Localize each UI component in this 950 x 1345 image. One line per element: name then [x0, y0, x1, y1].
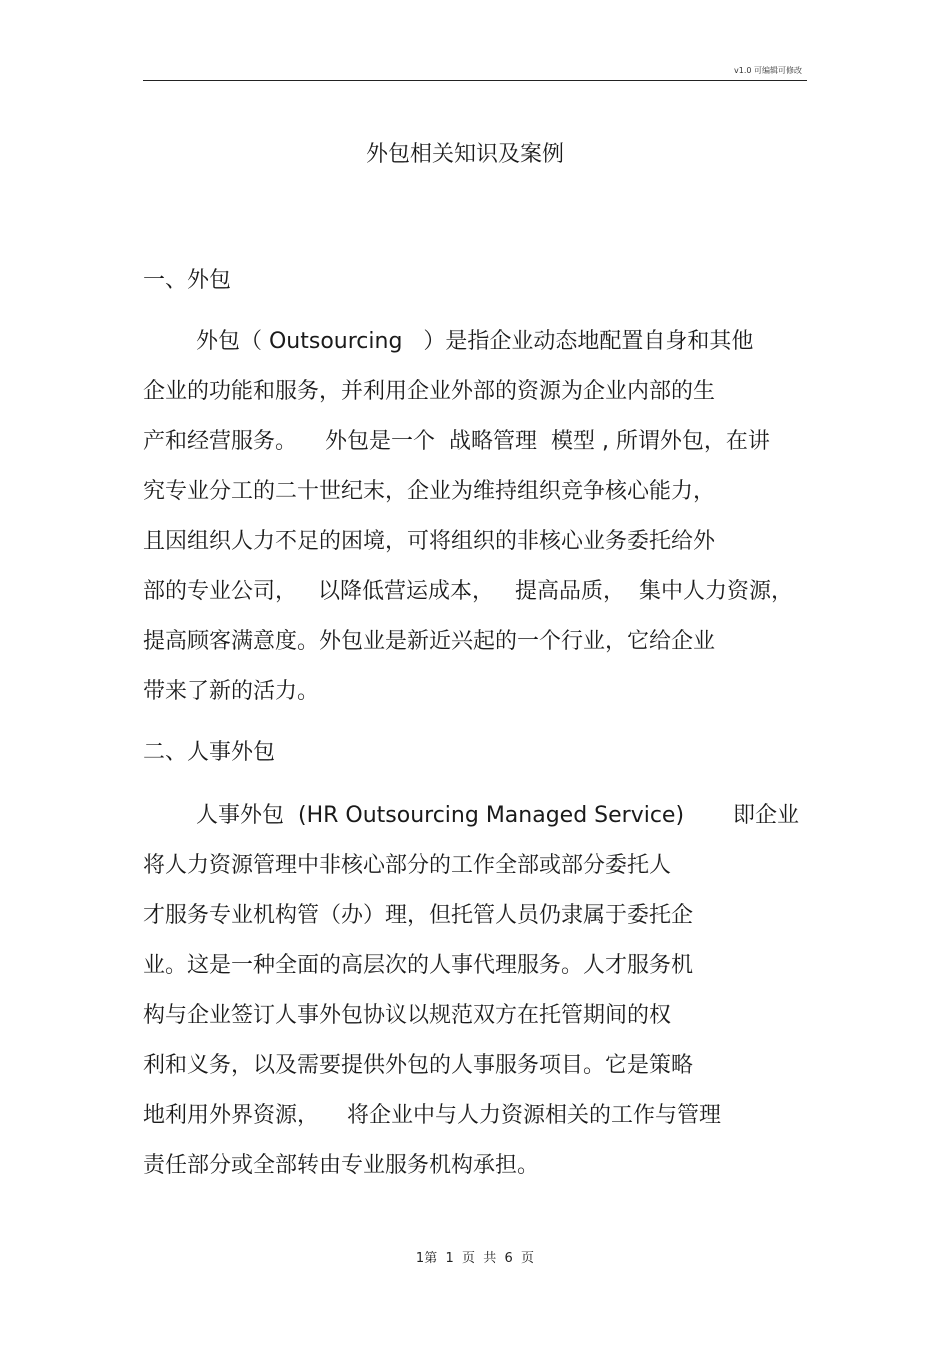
page-footer: 1第 1 页 共 6 页	[415, 1251, 535, 1266]
paragraph-line: 业。这是一种全面的高层次的人事代理服务。人才服务机	[143, 953, 694, 978]
header-version-tag: v1.0 可编辑可修改	[734, 66, 802, 75]
paragraph-line: 究专业分工的二十世纪末，企业为维持组织竞争核心能力，	[143, 479, 716, 504]
paragraph-line: 将人力资源管理中非核心部分的工作全部或部分委托人	[143, 853, 672, 878]
paragraph-line: 外包（ Outsourcing ）是指企业动态地配置自身和其他	[196, 329, 754, 354]
paragraph-line: 利和义务，以及需要提供外包的人事服务项目。它是策略	[143, 1053, 694, 1078]
paragraph-line: 提高顾客满意度。外包业是新近兴起的一个行业，它给企业	[143, 629, 716, 654]
section-heading-outsourcing: 一、外包	[143, 268, 232, 293]
paragraph-line: 才服务专业机构管（办）理，但托管人员仍隶属于委托企	[143, 903, 694, 928]
paragraph-line: 产和经营服务。 外包是一个 战略管理 模型 , 所谓外包，在讲	[143, 429, 770, 454]
paragraph-line: 带来了新的活力。	[143, 679, 320, 704]
paragraph-line: 企业的功能和服务，并利用企业外部的资源为企业内部的生	[143, 379, 716, 404]
paragraph-line: 责任部分或全部转由专业服务机构承担。	[143, 1153, 540, 1178]
paragraph-line: 且因组织人力不足的困境，可将组织的非核心业务委托给外	[143, 529, 716, 554]
paragraph-line: 构与企业签订人事外包协议以规范双方在托管期间的权	[143, 1003, 672, 1028]
document-title: 外包相关知识及案例	[365, 142, 564, 167]
header-rule	[143, 80, 807, 81]
section-heading-hr-outsourcing: 二、人事外包	[143, 740, 276, 765]
paragraph-line: 部的专业公司， 以降低营运成本， 提高品质， 集中人力资源，	[143, 579, 793, 604]
paragraph-line: 人事外包 (HR Outsourcing Managed Service) 即企业	[196, 803, 800, 828]
paragraph-line: 地利用外界资源， 将企业中与人力资源相关的工作与管理	[143, 1103, 721, 1128]
